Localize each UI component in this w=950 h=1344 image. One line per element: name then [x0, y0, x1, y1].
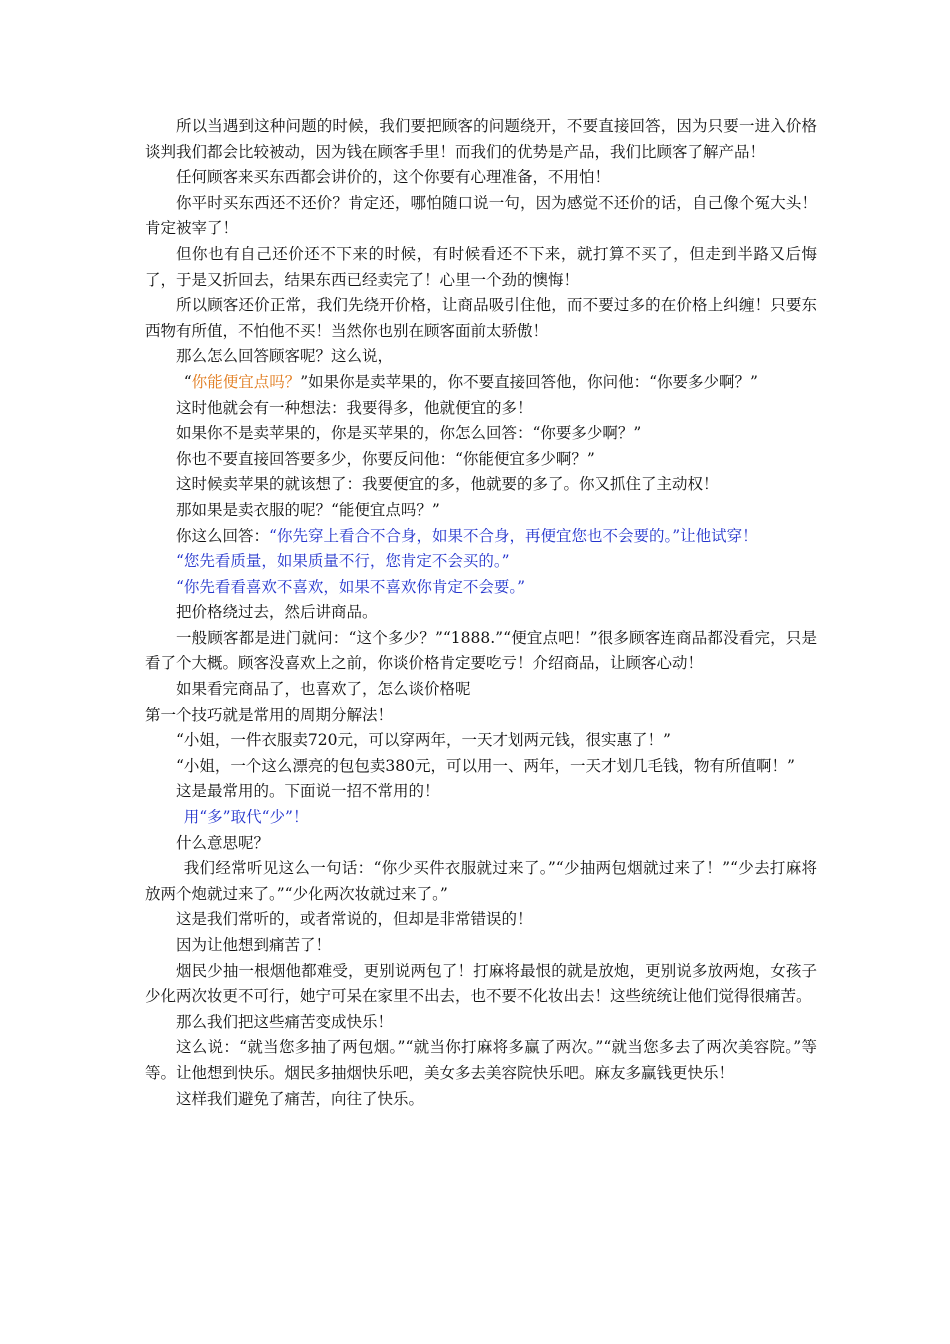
paragraph: 所以当遇到这种问题的时候，我们要把顾客的问题绕开，不要直接回答，因为只要一进入价格谈判我们都会比较被动，因为钱在顾客手里！而我们的优势是产品，我们比顾客了解产品！	[145, 117, 817, 161]
paragraph-highlighted	[145, 524, 817, 550]
blue-quote-paragraph: “你先看看喜欢不喜欢，如果不喜欢你肯定不会要。”	[176, 577, 526, 596]
paragraph: 那么怎么回答顾客呢？这么说，	[176, 347, 394, 366]
paragraph: 烟民少抽一根烟他都难受，更别说两包了！打麻将最恨的就是放炮，更别说多放两炮，女孩子少化两次妆更不可行，她宁可呆在家里不出去，也不要不化妆出去！这些统统让他们觉得很痛苦。	[145, 961, 817, 1006]
paragraph: 这么说：“就当您多抽了两包烟。”“就当你打麻将多赢了两次。”“就当您多去了两次美容院。”等等。让他想到快乐。烟民多抽烟快乐吧，美女多去美容院快乐吧。麻友多赢钱更快乐！	[145, 1038, 817, 1082]
paragraph: 这是我们常听的，或者常说的，但却是非常错误的！	[176, 910, 533, 929]
paragraph: 这时候卖苹果的就该想了：我要便宜的多，他就要的多了。你又抓住了主动权！	[176, 475, 719, 494]
paragraph: 所以顾客还价正常，我们先绕开价格，让商品吸引住他，而不要过多的在价格上纠缠！只要东西物有所值，不怕他不买！当然你也别在顾客面前太骄傲！	[145, 296, 817, 340]
paragraph: 第一个技巧就是常用的周期分解法！	[145, 705, 394, 724]
paragraph-highlighted	[145, 370, 817, 396]
quote-open: “	[183, 372, 192, 391]
paragraph: 那如果是卖衣服的呢？“能便宜点吗？”	[176, 500, 440, 519]
paragraph: 一般顾客都是进门就问：“这个多少？”“1888.”“便宜点吧！”很多顾客连商品都没看完，只是看了个大概。顾客没喜欢上之前，你谈价格肯定要吃亏！介绍商品，让顾客心动！	[145, 628, 817, 673]
paragraph: 如果你不是卖苹果的，你是买苹果的，你怎么回答：“你要多少啊？”	[176, 424, 642, 443]
paragraph: 这时他就会有一种想法：我要得多，他就便宜的多！	[176, 398, 533, 417]
paragraph: 任何顾客来买东西都会讲价的，这个你要有心理准备，不用怕！	[176, 168, 611, 187]
document-body	[145, 114, 817, 1112]
paragraph: 如果看完商品了，也喜欢了，怎么谈价格呢	[176, 680, 471, 699]
paragraph-lead: 你这么回答：	[176, 526, 270, 545]
blue-heading: 用“多”取代“少”！	[183, 808, 309, 827]
paragraph: 你也不要直接回答要多少，你要反问他：“你能便宜多少啊？”	[176, 449, 595, 468]
blue-highlight-text: “你先穿上看合不合身，如果不合身，再便宜您也不会要的。”让他试穿！	[269, 526, 758, 545]
paragraph: 什么意思呢？	[176, 833, 270, 852]
paragraph: 我们经常听见这么一句话：“你少买件衣服就过来了。”“少抽两包烟就过来了！”“少去打麻将放两个炮就过来了。”“少化两次妆就过来了。”	[145, 859, 817, 903]
paragraph: 这是最常用的。下面说一招不常用的！	[176, 782, 440, 801]
paragraph: 把价格绕过去，然后讲商品。	[176, 603, 378, 622]
paragraph: “小姐，一个这么漂亮的包包卖380元，可以用一、两年，一天才划几毛钱，物有所值啊！”	[176, 756, 795, 775]
paragraph: “小姐，一件衣服卖720元，可以穿两年，一天才划两元钱，很实惠了！”	[176, 731, 671, 750]
paragraph: 但你也有自己还价还不下来的时候，有时候看还不下来，就打算不买了，但走到半路又后悔了，于是又折回去，结果东西已经卖完了！心里一个劲的懊悔！	[145, 244, 817, 289]
paragraph: 你平时买东西还不还价？肯定还，哪怕随口说一句，因为感觉不还价的话，自己像个冤大头！肯定被宰了！	[145, 193, 817, 238]
paragraph: 那么我们把这些痛苦变成快乐！	[176, 1012, 394, 1031]
blue-quote-paragraph: “您先看质量，如果质量不行，您肯定不会买的。”	[176, 552, 510, 571]
paragraph-tail: ”如果你是卖苹果的，你不要直接回答他，你问他：“你要多少啊？”	[300, 372, 758, 391]
paragraph: 因为让他想到痛苦了！	[176, 936, 332, 954]
paragraph: 这样我们避免了痛苦，向往了快乐。	[176, 1089, 425, 1108]
orange-highlight-text: 你能便宜点吗？	[191, 372, 301, 391]
